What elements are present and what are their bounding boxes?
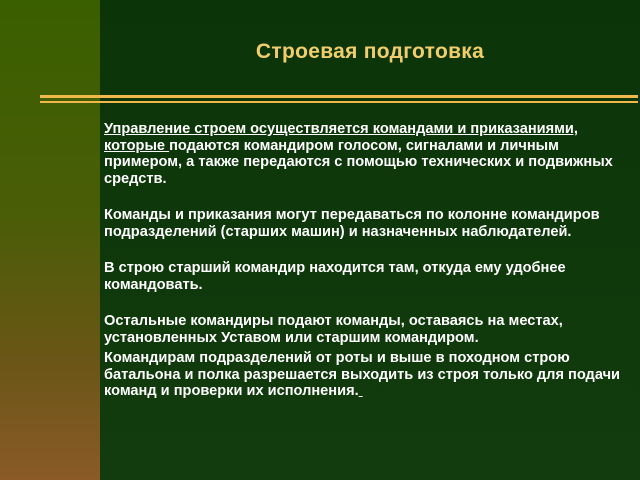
paragraph-underlined-text: Управление строем осуществляется командами и приказаниями, которые	[104, 121, 578, 154]
title-divider-top	[40, 95, 638, 98]
paragraph-column-transmission: Команды и приказания могут передаваться по колонне командиров подразделений (старших машин) и назначенных наблюдателей.	[104, 207, 600, 240]
paragraph-command-control	[104, 121, 632, 187]
paragraph-unit-commanders	[104, 350, 632, 400]
paragraph-text: подаются командиром голосом, сигналами и личным примером, а также передаются с помощью технических и подвижных средств.	[104, 137, 613, 187]
title-divider-bottom	[40, 101, 638, 103]
side-gradient-panel	[0, 0, 100, 480]
slide-body	[104, 121, 632, 400]
paragraph-other-commanders: Остальные командиры подают команды, оставаясь на местах, установленных Уставом или старшим командиром.	[104, 313, 563, 346]
slide-title: Строевая подготовка	[255, 40, 485, 63]
paragraph-senior-commander: В строю старший командир находится там, откуда ему удобнее командовать.	[104, 260, 566, 293]
trailing-underline-space	[359, 383, 363, 399]
paragraph-text: Командирам подразделений от роты и выше в походном строю батальона и полка разрешается выходить из строя только для подачи команд и проверки их исполнения.	[104, 350, 621, 399]
